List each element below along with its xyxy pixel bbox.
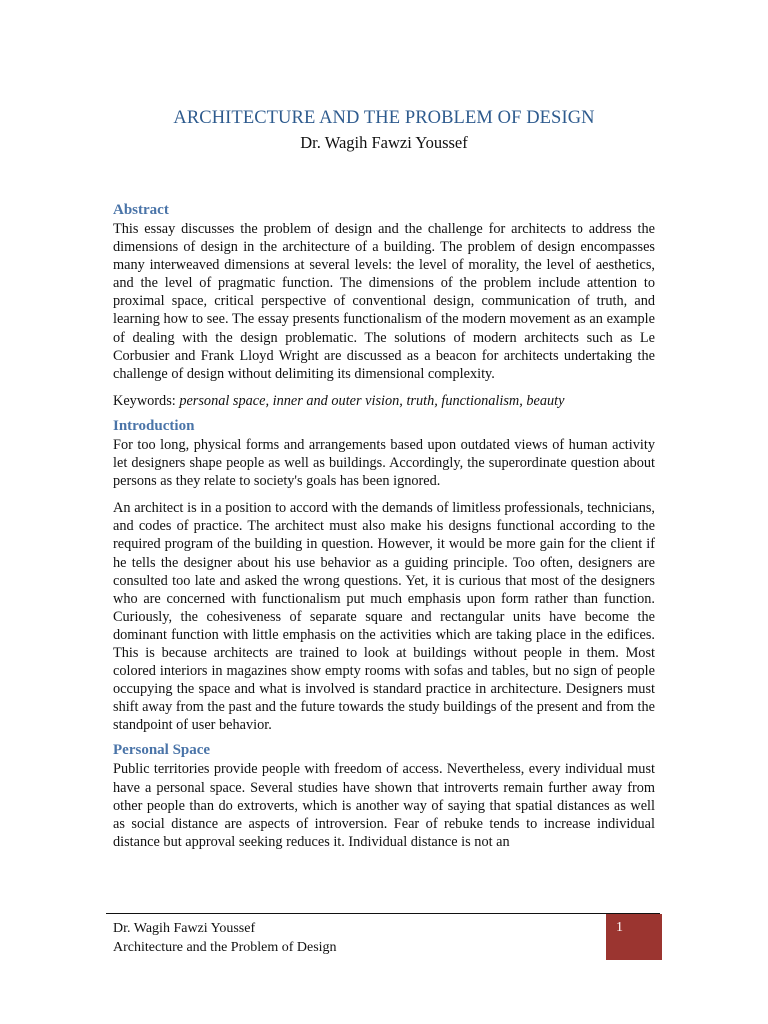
introduction-paragraph-2: An architect is in a position to accord with the demands of limitless professionals, technicians, and codes of practice. The architect must also make his designs functional according to the required program of the building in question. However, it would be more gain for the client if he tells the designer about his use behavior as a guiding principle. Too often, designers are consulted too late and asked the wrong questions. Yet, it is curious that most of the designers who are concerned with functionalism put much emphasis upon form rather than function. Curiously, the cohesiveness of separate square and rectangular units have become the dominant function with little emphasis on the activities which are taking place in the edifices. This is because architects are trained to look at buildings without people in them. Most colored interiors in magazines show empty rooms with sofas and tables, but no sign of people occupying the space and what is involved is standard practice in architecture. Designers must shift away from the past and the future towards the study buildings of the present and from the standpoint of user behavior. (113, 500, 655, 734)
keywords-label: Keywords: (113, 392, 180, 409)
footer-divider (106, 913, 660, 914)
abstract-section (113, 201, 655, 410)
abstract-heading: Abstract (113, 202, 169, 218)
footer (113, 919, 337, 957)
abstract-text: This essay discusses the problem of design and the challenge for architects to address the dimensions of design in the architecture of a building. The problem of design encompasses many interweaved dimensions at several levels: the level of morality, the level of aesthetics, and the level of pragmatic function. The dimensions of the problem include attention to proximal space, critical perspective of conventional design, communication of truth, and learning how to see. The essay presents functionalism of the modern movement as an example of dealing with the design problematic. The solutions of modern architects such as Le Corbusier and Frank Lloyd Wright are discussed as a beacon for architects undertaking the challenge of design without delimiting its dimensional complexity. (113, 221, 655, 382)
introduction-heading: Introduction (113, 417, 195, 434)
personal-space-paragraph-1: Public territories provide people with freedom of access. Nevertheless, every individual must have a personal space. Several studies have shown that introverts remain further away from other people than do extroverts, which is another way of saying that spatial distances as well as social distance are aspects of introversion. Fear of rebuke tends to increase individual distance but approval seeking reduces it. Individual distance is not an (113, 761, 655, 850)
personal-space-section (113, 741, 655, 850)
footer-title: Architecture and the Problem of Design (113, 940, 337, 955)
page-number-box (606, 914, 662, 960)
document-author: Dr. Wagih Fawzi Youssef (300, 133, 468, 152)
introduction-paragraph-1: For too long, physical forms and arrangements based upon outdated views of human activity let designers shape people as well as buildings. Accordingly, the superordinate question about persons as they relate to society's goals has been ignored. (113, 436, 655, 490)
keywords-line (113, 392, 655, 410)
introduction-section (113, 417, 655, 735)
personal-space-heading: Personal Space (113, 742, 211, 759)
keywords-list: personal space, inner and outer vision, truth, functionalism, beauty (179, 392, 565, 409)
document-title: ARCHITECTURE AND THE PROBLEM OF DESIGN (173, 108, 595, 128)
page-number: 1 (616, 920, 623, 935)
footer-author: Dr. Wagih Fawzi Youssef (113, 921, 256, 936)
document-body (113, 201, 655, 851)
